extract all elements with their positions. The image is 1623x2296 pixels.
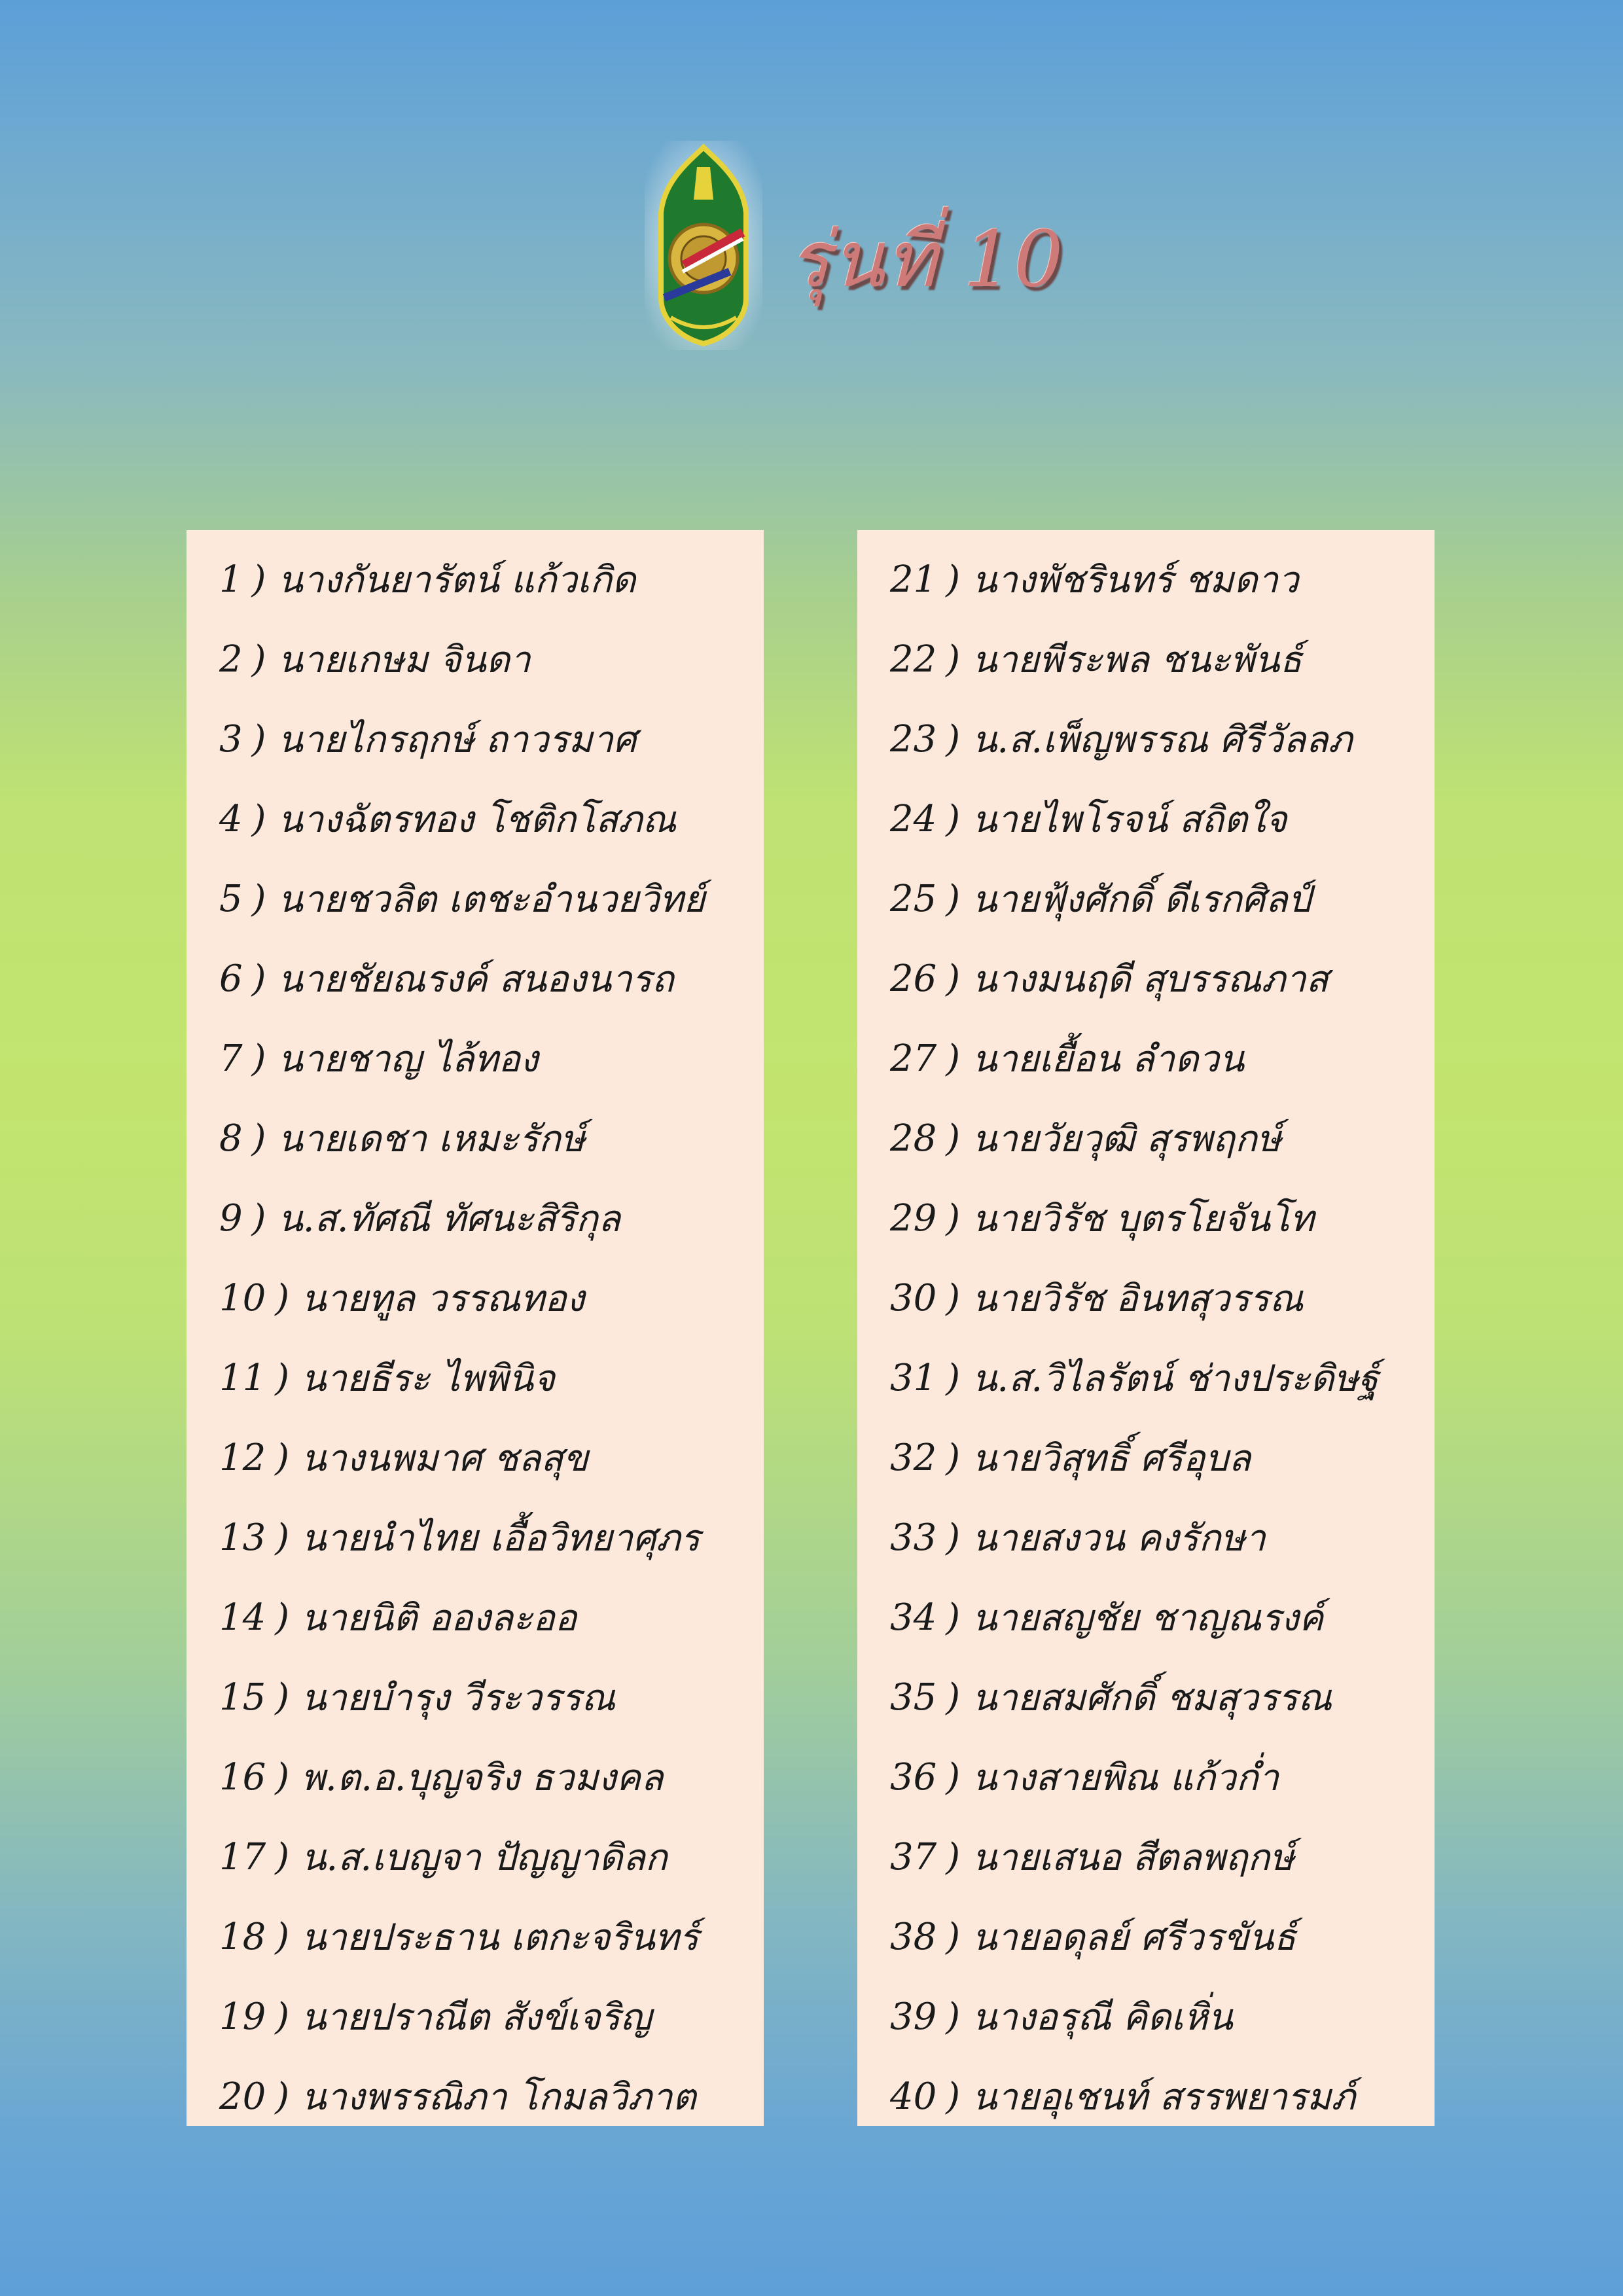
- list-item: 37 ) นายเสนอ สีตลพฤกษ์: [857, 1817, 1435, 1897]
- item-number: 31: [890, 1356, 937, 1399]
- list-item: 14 ) นายนิติ อองละออ: [187, 1577, 764, 1657]
- list-item: 10 ) นายทูล วรรณทอง: [187, 1258, 764, 1338]
- item-name: นายเสนอ สีตลพฤกษ์: [972, 1836, 1294, 1879]
- item-name: นางฉัตรทอง โชติกโสภณ: [277, 798, 677, 841]
- item-name: นางอรุณี คิดเหิ่น: [972, 1996, 1233, 2039]
- item-number: 26: [890, 957, 937, 1000]
- school-crest-emblem-icon: [645, 141, 762, 350]
- item-name: นายสญชัย ชาญณรงค์: [972, 1596, 1324, 1640]
- item-number: 20: [219, 2075, 266, 2118]
- list-item: 32 ) นายวิสุทธิ์ ศรีอุบล: [857, 1418, 1435, 1498]
- item-number: 10: [219, 1276, 266, 1319]
- list-item: 35 ) นายสมศักดิ์ ชมสุวรรณ: [857, 1657, 1435, 1737]
- list-item: 5 ) นายชวลิต เตชะอำนวยวิทย์: [187, 859, 764, 939]
- item-number: 14: [219, 1596, 266, 1639]
- item-number: 27: [890, 1037, 937, 1080]
- list-item: 33 ) นายสงวน คงรักษา: [857, 1498, 1435, 1577]
- item-number: 17: [219, 1835, 266, 1878]
- item-name: นายชัยณรงค์ สนองนารถ: [277, 958, 674, 1001]
- item-name: นายชาญ ไล้ทอง: [277, 1037, 539, 1081]
- item-name: นางสายพิณ แก้วก่ำ: [972, 1756, 1279, 1799]
- list-item: 21 ) นางพัชรินทร์ ชมดาว: [857, 539, 1435, 619]
- item-name: นายอดุลย์ ศรีวรขันธ์: [972, 1916, 1296, 1959]
- item-name: นายประธาน เตกะจรินทร์: [301, 1916, 699, 1959]
- item-name: นายวัยวุฒิ สุรพฤกษ์: [972, 1117, 1281, 1160]
- list-item: 39 ) นางอรุณี คิดเหิ่น: [857, 1977, 1435, 2056]
- list-item: 12 ) นางนพมาศ ชลสุข: [187, 1418, 764, 1498]
- list-item: 4 ) นางฉัตรทอง โชติกโสภณ: [187, 779, 764, 859]
- item-number: 34: [890, 1596, 937, 1639]
- item-number: 30: [890, 1276, 937, 1319]
- item-number: 6: [219, 957, 243, 1000]
- page-header: [645, 141, 1065, 350]
- item-name: นายทูล วรรณทอง: [301, 1277, 585, 1320]
- item-number: 7: [219, 1037, 243, 1080]
- item-name: นายสงวน คงรักษา: [972, 1516, 1266, 1560]
- item-number: 32: [890, 1436, 937, 1479]
- item-name: นางมนฤดี สุบรรณภาส: [972, 958, 1329, 1001]
- item-name: นายบำรุง วีระวรรณ: [301, 1676, 616, 1719]
- item-name: น.ส.ทัศณี ทัศนะสิริกุล: [277, 1197, 621, 1240]
- item-number: 25: [890, 877, 937, 920]
- list-item: 38 ) นายอดุลย์ ศรีวรขันธ์: [857, 1897, 1435, 1977]
- item-number: 13: [219, 1516, 266, 1559]
- list-item: 26 ) นางมนฤดี สุบรรณภาส: [857, 939, 1435, 1018]
- item-number: 2: [219, 637, 243, 681]
- item-name: นางพัชรินทร์ ชมดาว: [972, 558, 1299, 601]
- item-number: 37: [890, 1835, 937, 1878]
- item-name: นางพรรณิภา โกมลวิภาต: [301, 2075, 696, 2119]
- item-number: 19: [219, 1995, 266, 2038]
- list-item: 13 ) นายนำไทย เอื้อวิทยาศุภร: [187, 1498, 764, 1577]
- list-item: 3 ) นายไกรฤกษ์ ถาวรมาศ: [187, 699, 764, 779]
- list-item: 36 ) นางสายพิณ แก้วก่ำ: [857, 1737, 1435, 1817]
- item-name: นายเกษม จินดา: [277, 638, 531, 681]
- list-item: 28 ) นายวัยวุฒิ สุรพฤกษ์: [857, 1098, 1435, 1178]
- item-number: 24: [890, 797, 937, 840]
- item-number: 28: [890, 1117, 937, 1160]
- item-name: นางนพมาศ ชลสุข: [301, 1437, 588, 1480]
- item-number: 18: [219, 1915, 266, 1958]
- item-name: นายเยื้อน ลำดวน: [972, 1037, 1245, 1081]
- list-item: 27 ) นายเยื้อน ลำดวน: [857, 1018, 1435, 1098]
- item-number: 39: [890, 1995, 937, 2038]
- item-number: 9: [219, 1196, 243, 1240]
- item-name: นายธีระ ไพพินิจ: [301, 1357, 555, 1400]
- item-number: 38: [890, 1915, 937, 1958]
- item-number: 35: [890, 1676, 937, 1719]
- item-number: 22: [890, 637, 937, 681]
- list-item: 17 ) น.ส.เบญจา ปัญญาดิลก: [187, 1817, 764, 1897]
- item-name: นายวิรัช อินทสุวรรณ: [972, 1277, 1304, 1320]
- item-number: 1: [219, 558, 243, 601]
- item-name: นายวิรัช บุตรโยจันโท: [972, 1197, 1314, 1240]
- item-number: 16: [219, 1755, 266, 1799]
- item-number: 36: [890, 1755, 937, 1799]
- item-name: นายไพโรจน์ สถิตใจ: [972, 798, 1287, 841]
- list-item: 29 ) นายวิรัช บุตรโยจันโท: [857, 1178, 1435, 1258]
- item-name: นายอุเชนท์ สรรพยารมภ์: [972, 2075, 1355, 2119]
- item-name: นายวิสุทธิ์ ศรีอุบล: [972, 1437, 1251, 1480]
- list-item: 40 ) นายอุเชนท์ สรรพยารมภ์: [857, 2056, 1435, 2136]
- list-item: 20 ) นางพรรณิภา โกมลวิภาต: [187, 2056, 764, 2136]
- item-name: นางกันยารัตน์ แก้วเกิด: [277, 558, 636, 601]
- list-item: 1 ) นางกันยารัตน์ แก้วเกิด: [187, 539, 764, 619]
- item-number: 21: [890, 558, 937, 601]
- list-item: 23 ) น.ส.เพ็ญพรรณ ศิรีวัลลภ: [857, 699, 1435, 779]
- list-item: 2 ) นายเกษม จินดา: [187, 619, 764, 699]
- item-name: นายเดชา เหมะรักษ์: [277, 1117, 585, 1160]
- item-number: 4: [219, 797, 243, 840]
- list-item: 22 ) นายพีระพล ชนะพันธ์: [857, 619, 1435, 699]
- list-item: 8 ) นายเดชา เหมะรักษ์: [187, 1098, 764, 1178]
- list-item: 25 ) นายฟุ้งศักดิ์ ดีเรกศิลป์: [857, 859, 1435, 939]
- item-number: 33: [890, 1516, 937, 1559]
- list-item: 18 ) นายประธาน เตกะจรินทร์: [187, 1897, 764, 1977]
- item-name: น.ส.เบญจา ปัญญาดิลก: [301, 1836, 668, 1879]
- item-number: 3: [219, 717, 243, 761]
- list-item: 30 ) นายวิรัช อินทสุวรรณ: [857, 1258, 1435, 1338]
- list-item: 6 ) นายชัยณรงค์ สนองนารถ: [187, 939, 764, 1018]
- list-item: 7 ) นายชาญ ไล้ทอง: [187, 1018, 764, 1098]
- item-name: น.ส.เพ็ญพรรณ ศิรีวัลลภ: [972, 718, 1353, 761]
- list-item: 34 ) นายสญชัย ชาญณรงค์: [857, 1577, 1435, 1657]
- list-item: 11 ) นายธีระ ไพพินิจ: [187, 1338, 764, 1418]
- list-item: 15 ) นายบำรุง วีระวรรณ: [187, 1657, 764, 1737]
- item-name: นายนำไทย เอื้อวิทยาศุภร: [301, 1516, 700, 1560]
- item-name: น.ส.วิไลรัตน์ ช่างประดิษฐ์: [972, 1357, 1379, 1400]
- item-name: นายไกรฤกษ์ ถาวรมาศ: [277, 718, 637, 761]
- item-number: 29: [890, 1196, 937, 1240]
- list-item: 16 ) พ.ต.อ.บุญจริง ธวมงคล: [187, 1737, 764, 1817]
- item-number: 8: [219, 1117, 243, 1160]
- item-number: 23: [890, 717, 937, 761]
- page-title: รุ่นที่ 10: [789, 214, 1065, 304]
- item-name: นายชวลิต เตชะอำนวยวิทย์: [277, 878, 705, 921]
- list-item: 24 ) นายไพโรจน์ สถิตใจ: [857, 779, 1435, 859]
- item-name: พ.ต.อ.บุญจริง ธวมงคล: [301, 1756, 664, 1799]
- item-number: 11: [219, 1356, 266, 1399]
- item-number: 5: [219, 877, 243, 920]
- item-number: 12: [219, 1436, 266, 1479]
- list-item: 31 ) น.ส.วิไลรัตน์ ช่างประดิษฐ์: [857, 1338, 1435, 1418]
- item-name: นายพีระพล ชนะพันธ์: [972, 638, 1302, 681]
- name-list-left: [187, 530, 764, 2126]
- item-name: นายนิติ อองละออ: [301, 1596, 577, 1640]
- item-name: นายปราณีต สังข์เจริญ: [301, 1996, 652, 2039]
- name-list-right: [857, 530, 1435, 2126]
- item-name: นายสมศักดิ์ ชมสุวรรณ: [972, 1676, 1332, 1719]
- item-number: 40: [890, 2075, 937, 2118]
- list-item: 9 ) น.ส.ทัศณี ทัศนะสิริกุล: [187, 1178, 764, 1258]
- item-name: นายฟุ้งศักดิ์ ดีเรกศิลป์: [972, 878, 1311, 921]
- list-item: 19 ) นายปราณีต สังข์เจริญ: [187, 1977, 764, 2056]
- item-number: 15: [219, 1676, 266, 1719]
